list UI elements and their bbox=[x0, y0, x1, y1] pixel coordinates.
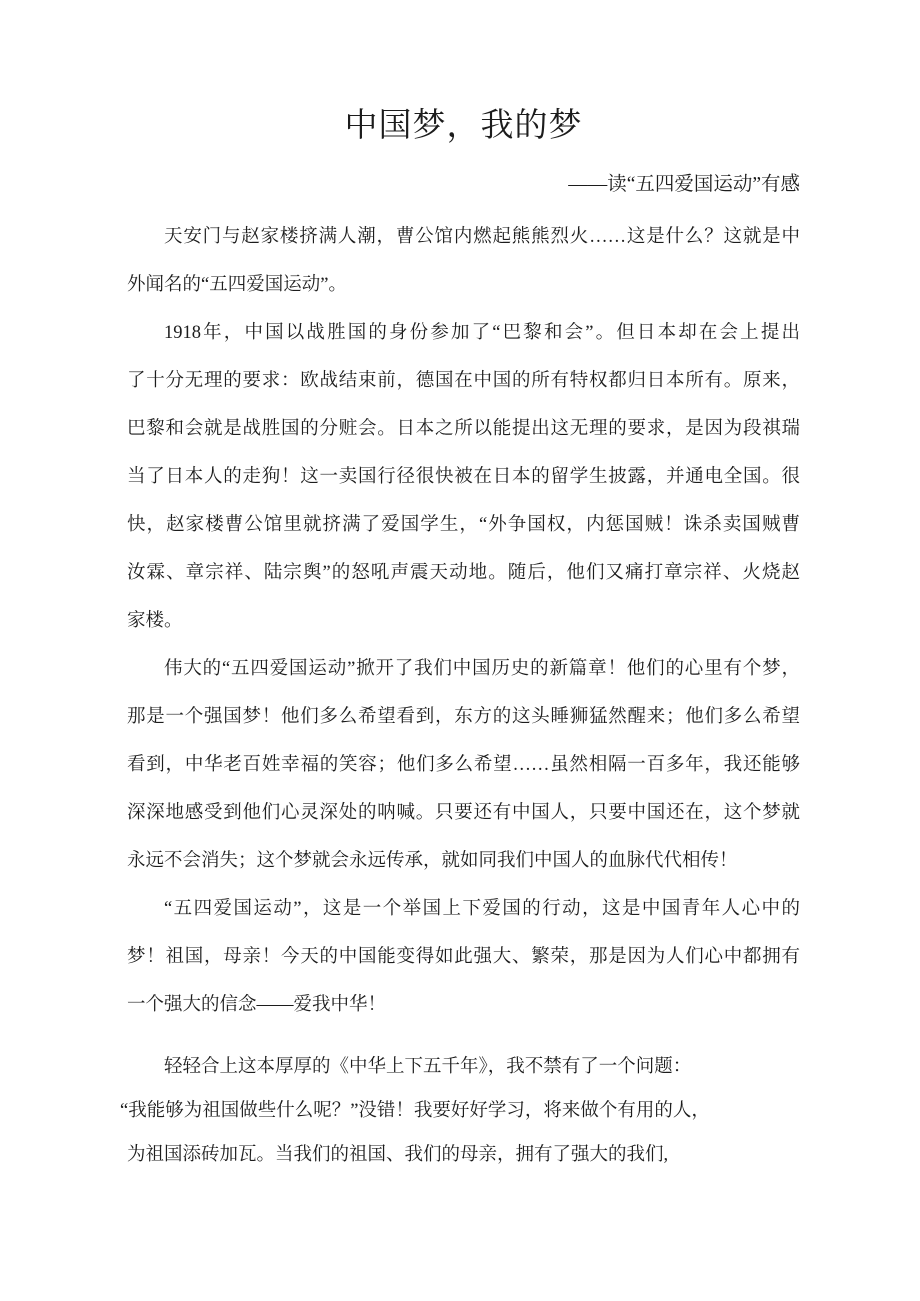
text-line: 伟大的“五四爱国运动”掀开了我们中国历史的新篇章！他们的心里有个梦， bbox=[164, 659, 800, 679]
text-line: 为祖国添砖加瓦。当我们的祖国、我们的母亲，拥有了强大的我们, bbox=[127, 1145, 669, 1165]
text-line: 看到，中华老百姓幸福的笑容；他们多么希望……虽然相隔一百多年，我还能够 bbox=[127, 755, 800, 775]
paragraph-1 bbox=[127, 213, 800, 309]
text-line: 巴黎和会就是战胜国的分赃会。日本之所以能提出这无理的要求，是因为段祺瑞 bbox=[127, 419, 800, 439]
text-line: 轻轻合上这本厚厚的《中华上下五千年》，我不禁有了一个问题： bbox=[164, 1057, 692, 1077]
text-line: 快，赵家楼曹公馆里就挤满了爱国学生，“外争国权，内惩国贼！诛杀卖国贼曹 bbox=[127, 515, 800, 535]
text-line: 当了日本人的走狗！这一卖国行径很快被在日本的留学生披露，并通电全国。很 bbox=[127, 467, 800, 487]
text-line: 了十分无理的要求：欧战结束前，德国在中国的所有特权都归日本所有。原来， bbox=[127, 371, 800, 391]
text-line: 永远不会消失；这个梦就会永远传承，就如同我们中国人的血脉代代相传！ bbox=[127, 851, 738, 871]
document-body bbox=[120, 213, 800, 1177]
text-line: “五四爱国运动”，这是一个举国上下爱国的行动，这是中国青年人心中的 bbox=[164, 899, 800, 919]
text-line: 深深地感受到他们心灵深处的呐喊。只要还有中国人，只要中国还在，这个梦就 bbox=[127, 803, 800, 823]
document-title: 中国梦，我的梦 bbox=[344, 108, 583, 144]
text-line: 一个强大的信念——爱我中华！ bbox=[127, 995, 387, 1015]
text-line: 那是一个强国梦！他们多么希望看到，东方的这头睡狮猛然醒来；他们多么希望 bbox=[127, 707, 800, 727]
text-line: 汝霖、章宗祥、陆宗舆”的怒吼声震天动地。随后，他们又痛打章宗祥、火烧赵 bbox=[127, 563, 800, 583]
paragraph-3 bbox=[127, 645, 800, 885]
document-subtitle: ——读“五四爱国运动”有感 bbox=[568, 174, 800, 195]
paragraph-5 bbox=[120, 1045, 800, 1177]
text-line: 外闻名的“五四爱国运动”。 bbox=[127, 275, 347, 295]
text-line: 天安门与赵家楼挤满人潮，曹公馆内燃起熊熊烈火……这是什么？这就是中 bbox=[164, 227, 800, 247]
paragraph-4 bbox=[127, 885, 800, 1029]
text-line: 1918年，中国以战胜国的身份参加了“巴黎和会”。但日本却在会上提出 bbox=[164, 323, 800, 343]
text-line: 家楼。 bbox=[127, 611, 183, 631]
text-line: “我能够为祖国做些什么呢？”没错！我要好好学习，将来做个有用的人， bbox=[120, 1101, 710, 1121]
text-line: 梦！祖国，母亲！今天的中国能变得如此强大、繁荣，那是因为人们心中都拥有 bbox=[127, 947, 800, 967]
paragraph-2 bbox=[127, 309, 800, 645]
